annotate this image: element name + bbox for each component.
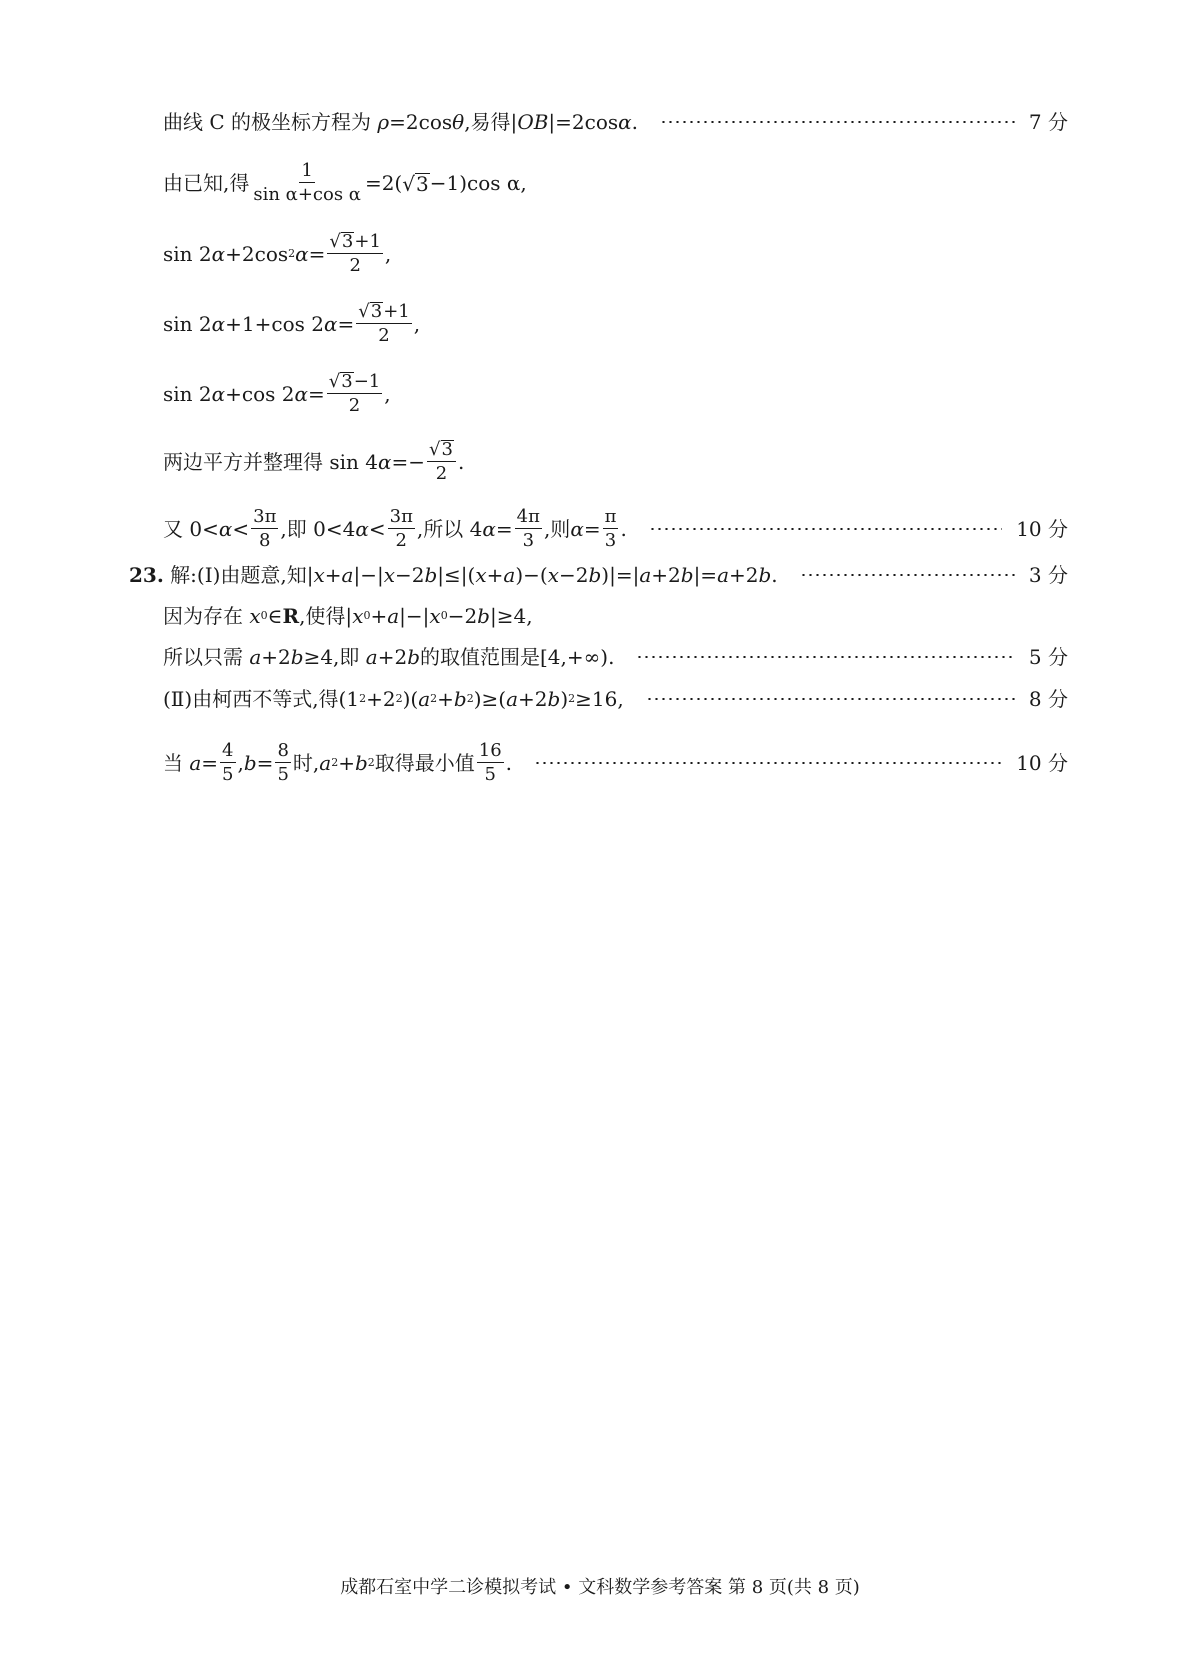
solution-line-9: [163, 606, 1068, 626]
line-text: 因为存在 x 0 ∈ R ,使得| x 0 + a |−| x 0 −2 b |≥4,: [163, 604, 533, 628]
line-text: (Ⅱ)由柯西不等式,得(1 2 +2 2 )( a 2 + b 2 )≥( a +2 b ) 2 ≥16,: [163, 687, 624, 711]
solution-line-6: [163, 440, 1068, 483]
line-text: 当 a = $\frac{4}{5}$ , b = $\frac{8}{5}$ 时, a 2 + b 2 取得最小值 $\frac{16}{5}$ .: [163, 740, 513, 785]
solution-line-5: [163, 372, 1068, 415]
solution-line-3: [163, 232, 1068, 275]
solution-line-2: [163, 162, 1068, 204]
line-text: 由已知,得 $\frac{1}{\text{sin α+cos α}}$ =2( √ 3 −1)cos α,: [163, 160, 527, 205]
solution-line-8: [129, 565, 1068, 585]
line-text: sin 2 α +1+cos 2 α = √ 3 +1 2 ,: [163, 301, 421, 346]
score-mark: 10 分: [1016, 751, 1068, 775]
line-text: 23. 解:(Ⅰ)由题意,知| x + a |−| x −2 b |≤|( x + a )−( x −2 b )|=| a +2 b |= a +2 b .: [129, 563, 778, 587]
leader-dots: [649, 528, 1002, 530]
line-text: 两边平方并整理得 sin 4 α =− √ 3 2 .: [163, 439, 465, 484]
score-mark: 8 分: [1028, 687, 1068, 711]
score-mark: 7 分: [1028, 110, 1068, 134]
line-text: sin 2 α +cos 2 α = √ 3 −1 2 ,: [163, 371, 391, 416]
solution-line-12: [163, 742, 1068, 784]
line-text: 又 0< α < $\frac{3\pi}{8}$ ,即 0<4 α < $\frac{3\pi}{2}$ ,所以 4 α = $\frac{4\pi}{3}$ ,则 α = $\frac{\pi}{3}$ .: [163, 506, 627, 551]
solution-line-11: [163, 689, 1068, 709]
score-mark: 3 分: [1028, 563, 1068, 587]
leader-dots: [636, 656, 1014, 658]
solution-line-4: [163, 302, 1068, 345]
line-text: sin 2 α +2cos 2 α = √ 3 +1 2 ,: [163, 231, 392, 276]
solution-line-7: [163, 508, 1068, 550]
leader-dots: [534, 762, 1002, 764]
solution-line-10: [163, 647, 1068, 667]
solution-line-1: [163, 112, 1068, 132]
question-number: 23.: [129, 563, 164, 587]
line-text: 所以只需 a +2 b ≥4,即 a +2 b 的取值范围是[4,+∞).: [163, 645, 615, 669]
leader-dots: [660, 121, 1015, 123]
fraction: $\frac{1}{\text{sin α+cos α}}$: [253, 160, 361, 205]
leader-dots: [646, 698, 1015, 700]
score-mark: 5 分: [1028, 645, 1068, 669]
score-mark: 10 分: [1016, 517, 1068, 541]
line-text: 曲线 C 的极坐标方程为 ρ =2cos θ ,易得| OB |=2cos α .: [163, 110, 639, 134]
page-footer: 成都石室中学二诊模拟考试 • 文科数学参考答案 第 8 页(共 8 页): [340, 1577, 860, 1598]
leader-dots: [800, 574, 1015, 576]
